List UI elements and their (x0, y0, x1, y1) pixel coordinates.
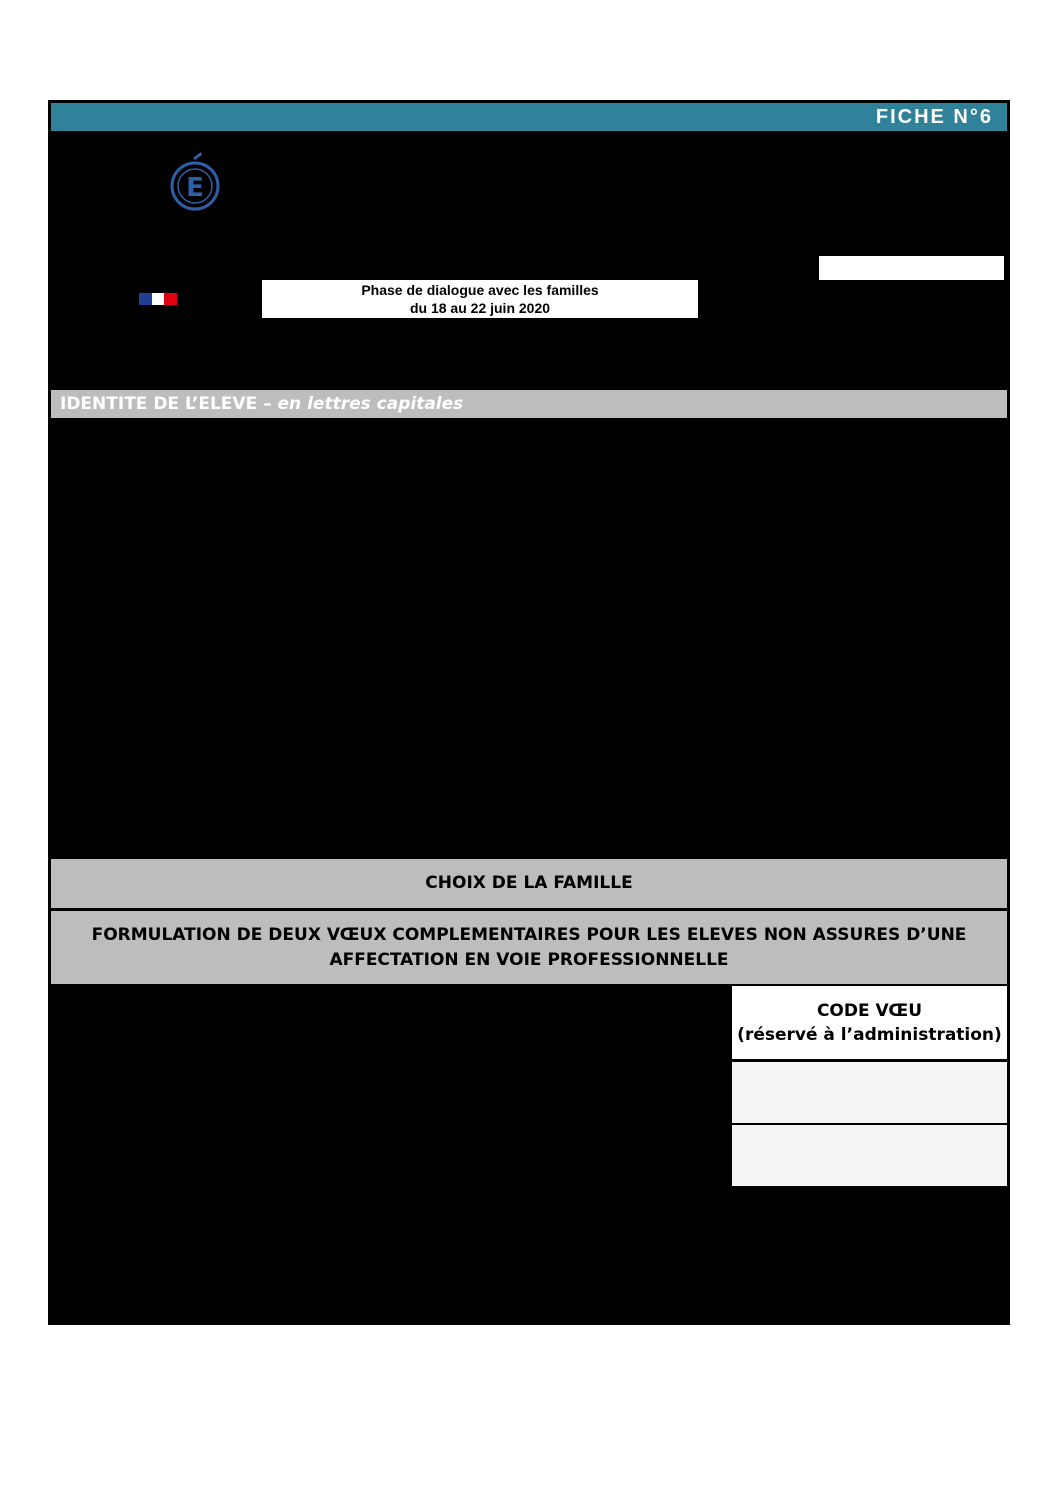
identity-title: IDENTITE DE L’ELEVE – (60, 394, 272, 414)
form-sheet (48, 100, 1010, 1325)
republique-francaise-flag-icon (139, 293, 177, 305)
code-voeu-cell-2[interactable] (732, 1125, 1007, 1186)
choix-section-header: CHOIX DE LA FAMILLE (51, 859, 1007, 908)
formulation-line-1: FORMULATION DE DEUX VŒUX COMPLEMENTAIRES POUR LES ELEVES NON ASSURES D’UNE (91, 925, 967, 945)
code-voeu-note: (réservé à l’administration) (737, 1025, 1002, 1045)
identity-subtitle: en lettres capitales (277, 394, 464, 414)
phase-line-1: Phase de dialogue avec les familles (361, 282, 599, 298)
identity-section-header (51, 390, 1007, 418)
fiche-header-bar (51, 103, 1007, 131)
code-voeu-header (732, 986, 1007, 1059)
formulation-section-header (51, 911, 1007, 984)
code-voeu-title: CODE VŒU (816, 1001, 923, 1021)
reference-field[interactable] (819, 256, 1004, 280)
phase-dialogue-box (262, 280, 698, 318)
fiche-number: FICHE N°6 (875, 106, 993, 128)
formulation-line-2: AFFECTATION EN VOIE PROFESSIONNELLE (329, 950, 729, 970)
education-nationale-logo-icon (165, 152, 225, 214)
code-voeu-cell-1[interactable] (732, 1062, 1007, 1123)
svg-text:E: E (186, 173, 204, 203)
phase-line-2: du 18 au 22 juin 2020 (409, 300, 551, 316)
